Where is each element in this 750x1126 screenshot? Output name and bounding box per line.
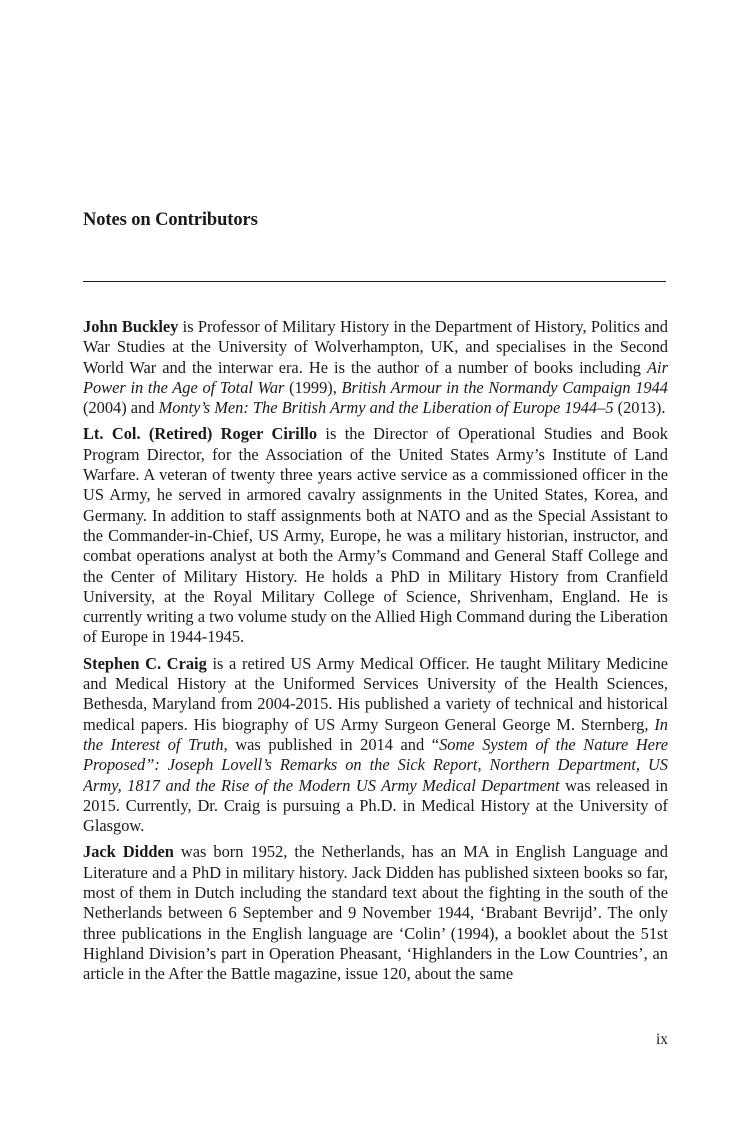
work-title: Air Power in the Age of Total War xyxy=(83,357,668,397)
work-title: Some System of the Nature Here Proposed”: Joseph Lovell’s Remarks on the Sick Report, Northern Department, US Army, 1817 and the Rise of the Modern US Army Medical Department xyxy=(83,734,668,795)
bio-text: was released in 2015. Currently, Dr. Craig is pursuing a Ph.D. in Medical History at the University of Glasgow. xyxy=(83,775,668,836)
page-heading: Notes on Contributors xyxy=(83,210,258,230)
work-title: British Armour in the Normandy Campaign 1944 xyxy=(341,377,668,397)
work-title: Monty’s Men: The British Army and the Liberation of Europe 1944–5 xyxy=(158,398,614,418)
contributor-entry xyxy=(83,654,668,837)
contributor-entry xyxy=(83,317,668,418)
bio-text: was born 1952, the Netherlands, has an MA in English Language and Literature and a PhD in military history. Jack Didden has published sixteen books so far, most of them in Dutch including the standard text about the fighting in the south of the Netherlands between 6 September and 9 November 1944, ‘Brabant Bevrijd’. The only three publications in the English language are ‘Colin’ (1994), a booklet about the 51st Highland Division’s part in Operation Pheasant, ‘Highlanders in the Low Countries’, an article in the After the Battle magazine, issue 120, about the same xyxy=(83,842,668,984)
bio-text: (1999), xyxy=(284,377,342,397)
contributor-list xyxy=(83,317,668,997)
contributor-entry xyxy=(83,424,668,647)
bio-text: (2013). xyxy=(613,398,666,418)
contributor-name: Stephen C. Craig xyxy=(83,653,207,673)
contributor-name: Lt. Col. (Retired) Roger Cirillo xyxy=(83,424,318,444)
bio-text: , was published in 2014 and “ xyxy=(223,734,440,754)
contributor-entry xyxy=(83,842,668,984)
work-title: In the Interest of Truth xyxy=(83,714,668,754)
heading-rule xyxy=(83,281,666,282)
bio-text: is Professor of Military History in the Department of History, Politics and War Studies at the University of Wolverhampton, UK, and specialises in the Second World War and the interwar era. He is the author of a number of books including xyxy=(83,317,668,377)
bio-text: (2004) and xyxy=(83,398,159,418)
contributor-name: John Buckley xyxy=(83,317,179,336)
page-number: ix xyxy=(655,1031,668,1048)
bio-text: is the Director of Operational Studies and Book Program Director, for the Association of the United States Army’s Institute of Land Warfare. A veteran of twenty three years active service as a commissioned officer in the US Army, he served in armored cavalry assignments in the United States, Korea, and Germany. In addition to staff assignments both at NATO and as the Special Assistant to the Commander-in-Chief, US Army, Europe, he was a military historian, instructor, and combat operations analyst at both the Army’s Command and General Staff College and the Center of Military History. He holds a PhD in Military History from Cranfield University, at the Royal Military College of Science, Shrivenham, England. He is currently writing a two volume study on the Allied High Command during the Liberation of Europe in 1944-1945. xyxy=(83,424,668,647)
bio-text: is a retired US Army Medical Officer. He taught Military Medicine and Medical History at the Uniformed Services University of the Health Sciences, Bethesda, Maryland from 2004-2015. His published a variety of technical and historical medical papers. His biography of US Army Surgeon General George M. Sternberg, xyxy=(83,653,668,734)
contributor-name: Jack Didden xyxy=(83,842,174,862)
